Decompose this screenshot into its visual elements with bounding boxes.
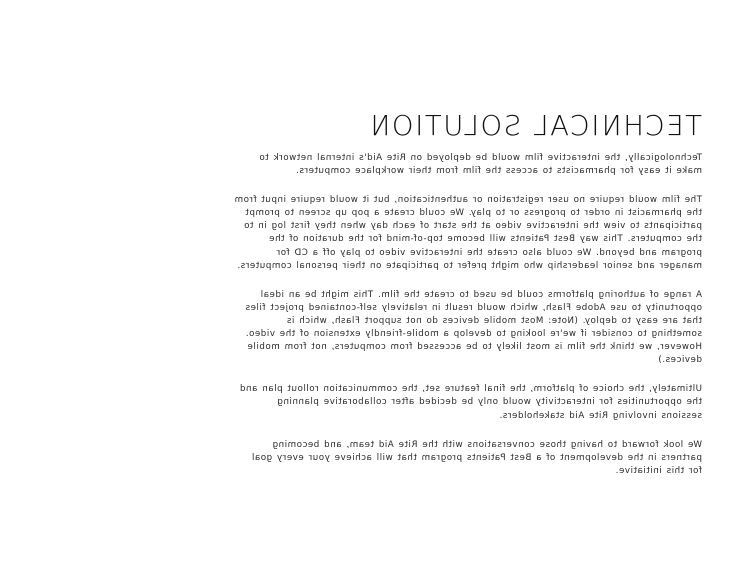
paragraph-technology: Technologically, the interactive film would be deployed on Rite Aid's internal network to make it easy for pharmacists to access the film from their workplace computers. xyxy=(258,153,702,177)
paragraph-registration: The film would require no user registration or authentication, but it would require input from the pharmacist in order to progress or to play. We could create a pop up screen to prompt participants to view the interactive video at the start of each day when they first log in to the computers. This way Best Patients will become top-of-mind for the duration of the program and beyond. We could also create the interactive video to play off a CD for manager and senior leadership who might prefer to participate on their personal computers. xyxy=(234,195,702,271)
document-body xyxy=(234,110,702,494)
paragraph-platforms: A range of authoring platforms could be used to create the film. This might be an ideal opportunity to use Adobe Flash, which would result in relatively self-contained project files that are easy to deploy. (Note: Most mobile devices do not support Flash, which is something to consider if we're looking to develop a mobile-friendly extension of the video. However, we think the film is most likely to be accessed from computers, not from mobile devices.) xyxy=(244,289,702,366)
page-title: TECHNICAL SOLUTION xyxy=(368,110,702,142)
paragraph-closing: We look forward to having those conversations with the Rite Aid team, and becoming partners in the development of a Best Patients program that will achieve your every goal for this initiative. xyxy=(251,439,702,476)
paragraph-ultimately: Ultimately, the choice of platform, the final feature set, the communication rollout plan and the opportunities for interactivity would only be decided after collaborative planning sessions involving Rite Aid stakeholders. xyxy=(239,384,702,421)
